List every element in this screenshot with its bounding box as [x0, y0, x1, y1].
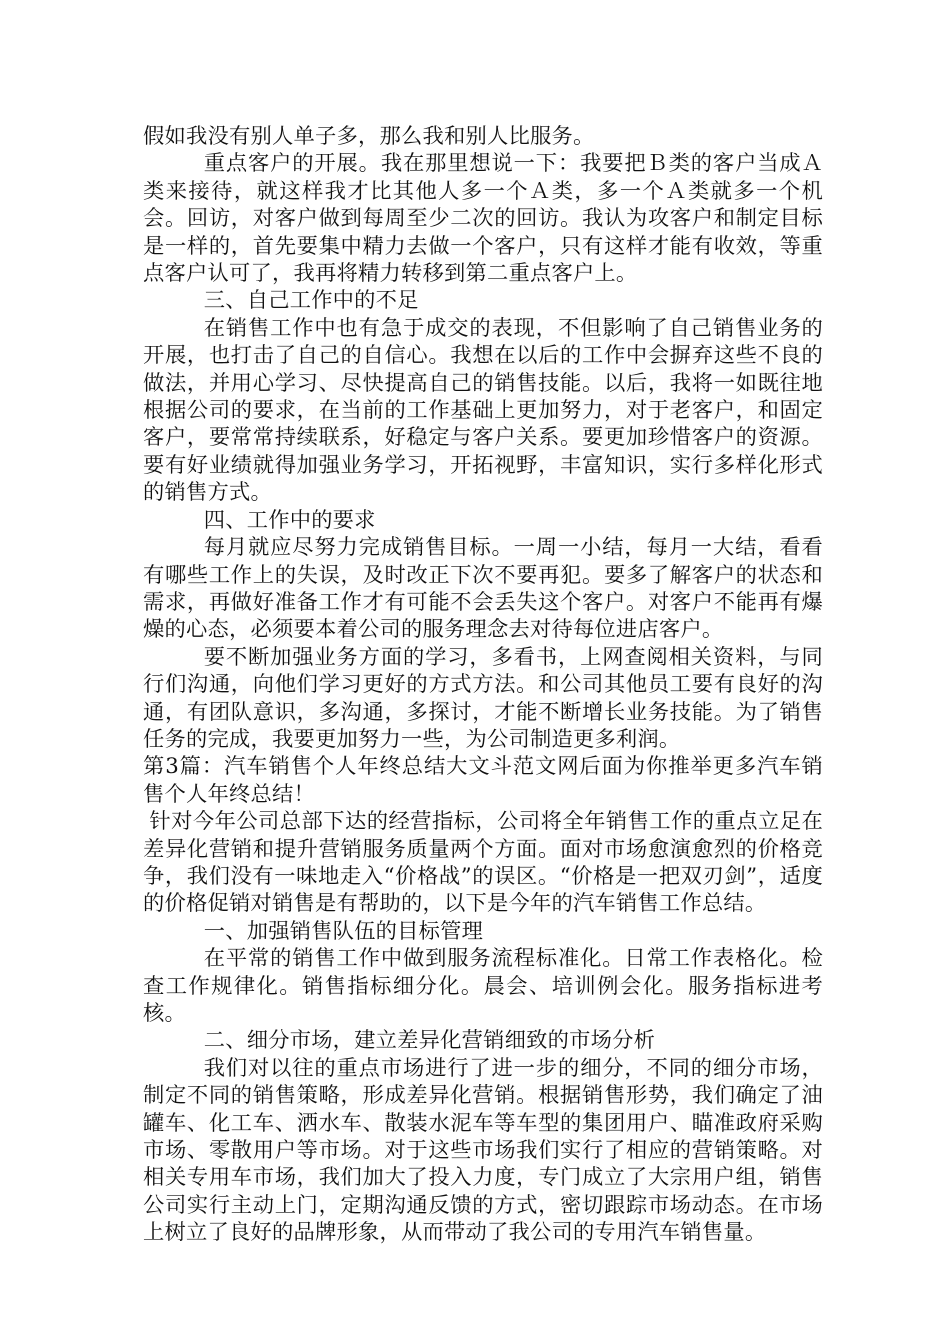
paragraph: 重点客户的开展。我在那里想说一下：我要把Ｂ类的客户当成Ａ类来接待，就这样我才比其他人多一个Ａ类，多一个Ａ类就多一个机会。回访，对客户做到每周至少二次的回访。我认为攻客户和制定目标是一样的，首先要集中精力去做一个客户，只有这样才能有收效，等重点客户认可了，我再将精力转移到第二重点客户上。: [143, 151, 823, 287]
paragraph: 在平常的销售工作中做到服务流程标准化。日常工作表格化。检查工作规律化。销售指标细分化。晨会、培训例会化。服务指标进考核。: [143, 946, 823, 1026]
article-title: 第3篇：汽车销售个人年终总结大文斗范文网后面为你推举更多汽车销售个人年终总结！: [143, 754, 823, 807]
paragraph: 我们对以往的重点市场进行了进一步的细分，不同的细分市场，制定不同的销售策略，形成差异化营销。根据销售形势，我们确定了油罐车、化工车、洒水车、散装水泥车等车型的集团用户、瞄准政府采购市场、零散用户等市场。对于这些市场我们实行了相应的营销策略。对相关专用车市场，我们加大了投入力度，专门成立了大宗用户组，销售公司实行主动上门，定期沟通反馈的方式，密切跟踪市场动态。在市场上树立了良好的品牌形象，从而带动了我公司的专用汽车销售量。: [143, 1055, 823, 1246]
section-heading: 三、自己工作中的不足: [203, 288, 419, 314]
section-heading: 四、工作中的要求: [203, 507, 376, 533]
paragraph: 每月就应尽努力完成销售目标。一周一小结，每月一大结，看看有哪些工作上的失误，及时改正下次不要再犯。要多了解客户的状态和需求，再做好准备工作才有可能不会丢失这个客户。对客户不能再有爆燥的心态，必须要本着公司的服务理念去对待每位进店客户。: [143, 535, 823, 643]
paragraph: 针对今年公司总部下达的经营指标，公司将全年销售工作的重点立足在差异化营销和提升营销服务质量两个方面。面对市场愈演愈烈的价格竞争，我们没有一味地走入“价格战”的误区。“价格是一把双刃剑”，适度的价格促销对销售是有帮助的，以下是今年的汽车销售工作总结。: [143, 809, 823, 917]
section-heading: 一、加强销售队伍的目标管理: [203, 918, 484, 944]
paragraph: 要不断加强业务方面的学习，多看书，上网查阅相关资料，与同行们沟通，向他们学习更好的方式方法。和公司其他员工要有良好的沟通，有团队意识，多沟通，多探讨，才能不断增长业务技能。为了销售任务的完成，我要更加努力一些，为公司制造更多利润。: [143, 644, 823, 752]
document-body: [143, 123, 823, 1247]
paragraph: 在销售工作中也有急于成交的表现，不但影响了自己销售业务的开展，也打击了自己的自信心。我想在以后的工作中会摒弃这些不良的做法，并用心学习、尽快提高自己的销售技能。以后，我将一如既往地根据公司的要求，在当前的工作基础上更加努力，对于老客户，和固定客户，要常常持续联系，好稳定与客户关系。要更加珍惜客户的资源。要有好业绩就得加强业务学习，开拓视野，丰富知识，实行多样化形式的销售方式。: [143, 315, 823, 506]
paragraph: 假如我没有别人单子多，那么我和别人比服务。: [143, 124, 595, 149]
section-heading: 二、细分市场，建立差异化营销细致的市场分析: [203, 1028, 656, 1054]
